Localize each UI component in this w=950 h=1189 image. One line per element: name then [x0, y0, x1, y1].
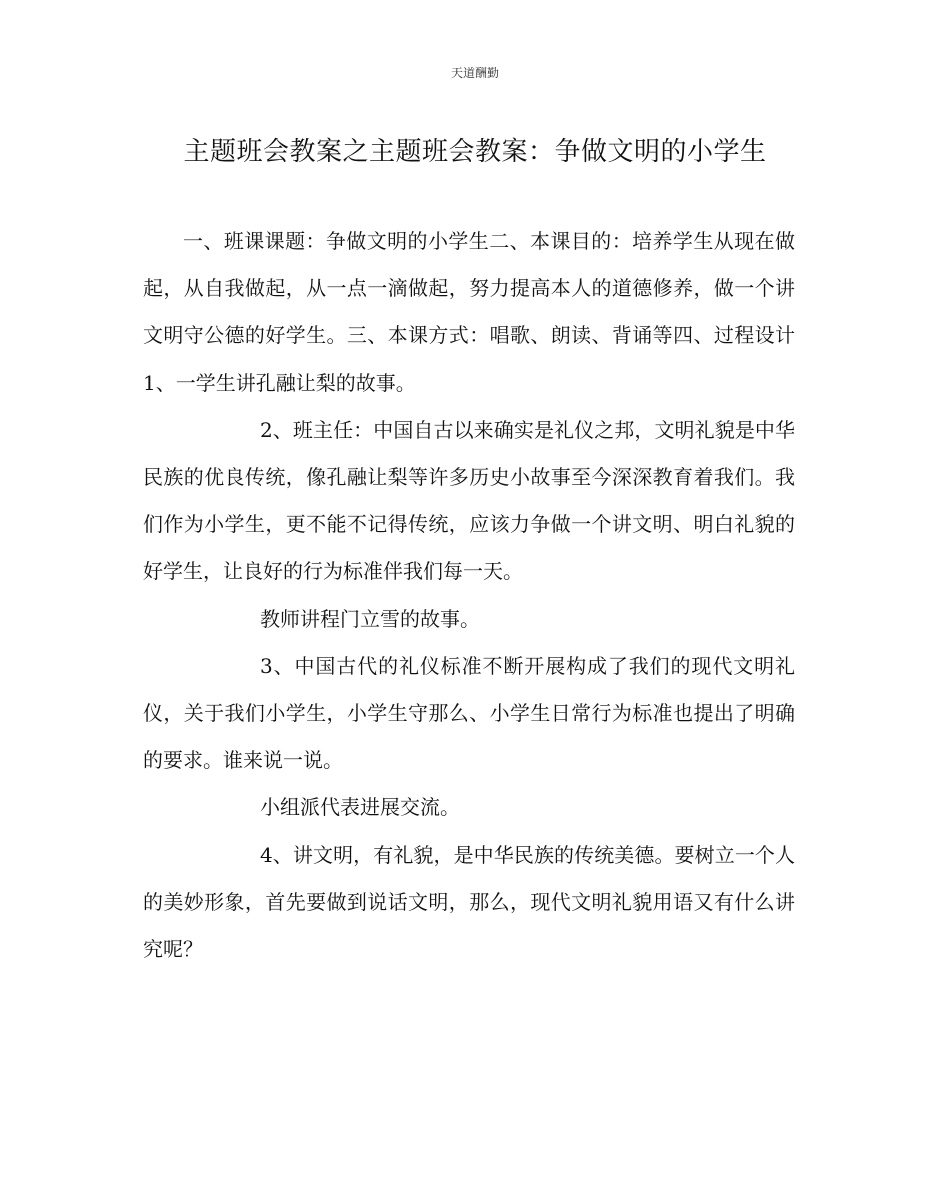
page-header: 天道酬勤 [450, 66, 499, 80]
paragraph-6: 4、讲文明，有礼貌，是中华民族的传统美德。要树立一个人的美妙形象，首先要做到说话文明，那么，现代文明礼貌用语又有什么讲究呢？ [143, 842, 795, 962]
paragraph-1: 一、班课课题：争做文明的小学生二、本课目的：培养学生从现在做起，从自我做起，从一点一滴做起，努力提高本人的道德修养，做一个讲文明守公德的好学生。三、本课方式：唱歌、朗读、背诵等四、过程设计 1、一学生讲孔融让梨的故事。 [143, 229, 815, 395]
paragraph-2: 2、班主任：中国自古以来确实是礼仪之邦，文明礼貌是中华民族的优良传统，像孔融让梨等许多历史小故事至今深深教育着我们。我们作为小学生，更不能不记得传统，应该力争做一个讲文明、明白礼貌的好学生，让良好的行为标准伴我们每一天。 [143, 417, 795, 584]
paragraph-3: 教师讲程门立雪的故事。 [260, 606, 480, 631]
document-body [143, 218, 815, 973]
document-title: 主题班会教案之主题班会教案：争做文明的小学生 [183, 137, 767, 167]
paragraph-4: 3、中国古代的礼仪标准不断开展构成了我们的现代文明礼仪，关于我们小学生，小学生守那么、小学生日常行为标准也提出了明确的要求。谁来说一说。 [143, 653, 795, 773]
paragraph-5: 小组派代表进展交流。 [260, 795, 460, 820]
